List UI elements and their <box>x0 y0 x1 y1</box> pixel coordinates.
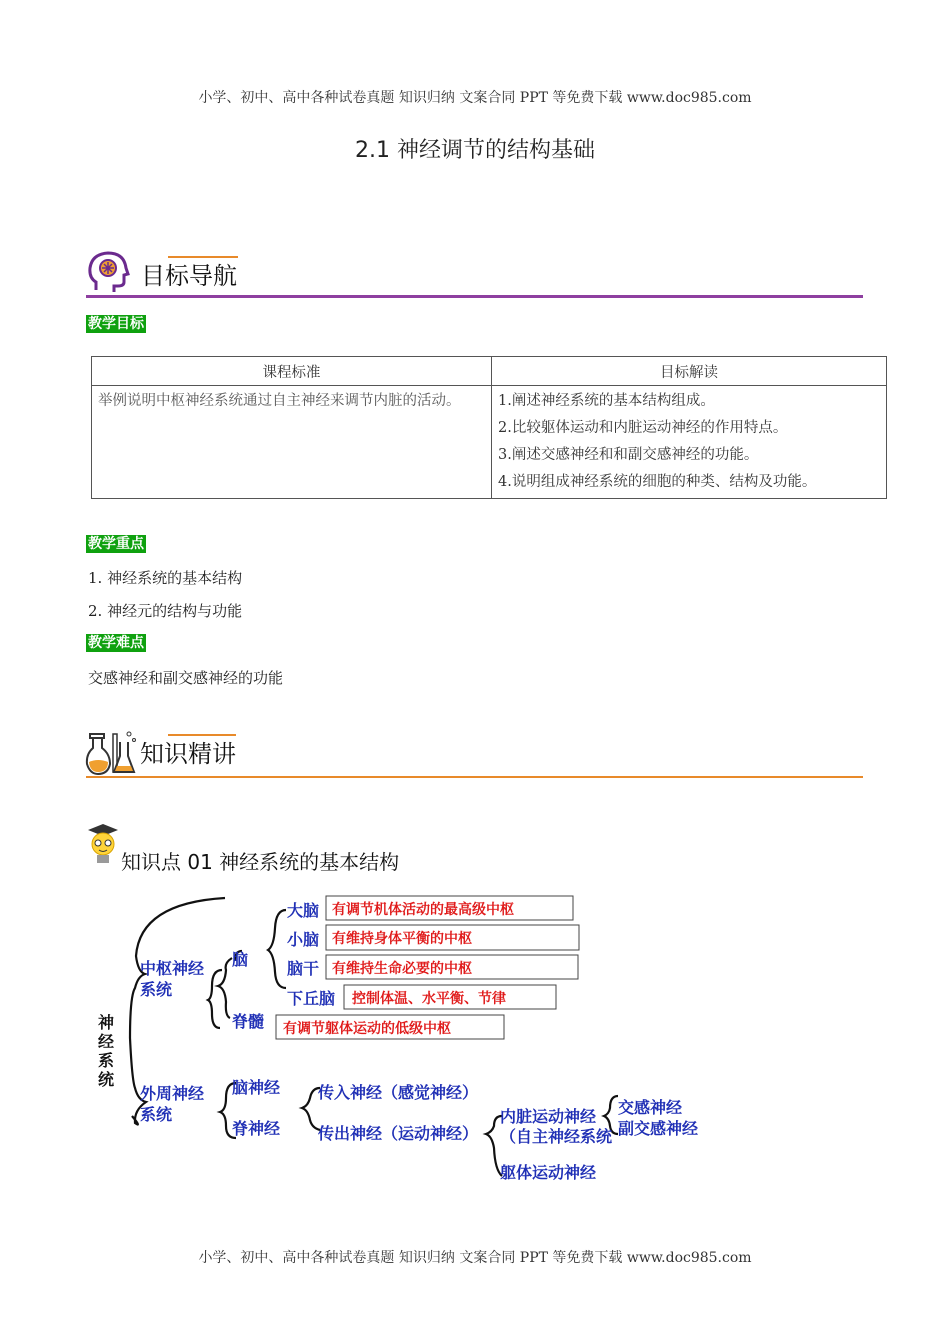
page-header: 小学、初中、高中各种试卷真题 知识归纳 文案合同 PPT 等免费下载 www.doc985.com <box>198 90 752 106</box>
goal-item: 4.说明组成神经系统的细胞的种类、结构及功能。 <box>498 474 817 490</box>
map-desc-spinal-cord: 有调节躯体运动的低级中枢 <box>283 1021 451 1037</box>
difficulty-text: 交感神经和副交感神经的功能 <box>88 669 284 687</box>
table-header-interpretation: 目标解读 <box>492 357 887 386</box>
brace <box>218 958 232 1018</box>
map-node-spinal-nerve: 脊神经 <box>232 1119 281 1138</box>
map-node-brain: 脑 <box>232 950 249 969</box>
goal-item: 1.阐述神经系统的基本结构组成。 <box>498 393 715 409</box>
map-node-sympathetic: 交感神经 <box>618 1098 683 1117</box>
section-title-knowledge: 知识精讲 <box>140 740 236 768</box>
map-node-cerebellum: 小脑 <box>287 930 320 949</box>
map-desc-cerebrum: 有调节机体活动的最高级中枢 <box>332 902 514 918</box>
page-footer: 小学、初中、高中各种试卷真题 知识归纳 文案合同 PPT 等免费下载 www.doc985.com <box>198 1250 752 1266</box>
brace <box>208 970 222 1028</box>
map-desc-cerebellum: 有维持身体平衡的中枢 <box>332 931 472 947</box>
brace <box>268 910 286 988</box>
tag-teaching-focus: 教学重点 <box>88 536 144 552</box>
nervous-system-mindmap <box>90 888 720 1188</box>
map-node-hypothalamus: 下丘脑 <box>287 989 336 1008</box>
knowledge-point-title: 知识点 01 神经系统的基本结构 <box>121 850 400 874</box>
page-title: 2.1 神经调节的结构基础 <box>355 138 595 163</box>
section-divider <box>86 295 863 298</box>
section-divider <box>86 776 863 778</box>
map-node-cerebrum: 大脑 <box>287 901 320 920</box>
map-node-parasympathetic: 副交感神经 <box>618 1119 699 1138</box>
brain-head-icon <box>86 250 130 296</box>
map-node-somatic: 躯体运动神经 <box>500 1163 597 1182</box>
lab-flask-icon <box>84 728 138 776</box>
map-node-cranial-nerve: 脑神经 <box>232 1078 281 1097</box>
goal-item: 2.比较躯体运动和内脏运动神经的作用特点。 <box>498 420 788 436</box>
tag-teaching-goals: 教学目标 <box>88 316 144 332</box>
table-cell-standard: 举例说明中枢神经系统通过自主神经来调节内脏的活动。 <box>92 386 492 499</box>
lightbulb-graduate-icon <box>86 822 120 866</box>
map-node-efferent: 传出神经（运动神经） <box>318 1124 479 1143</box>
map-node-brainstem: 脑干 <box>287 959 320 978</box>
map-node-peripheral: 外周神经系统 <box>140 1084 205 1124</box>
map-node-central: 中枢神经系统 <box>140 959 205 999</box>
map-desc-brainstem: 有维持生命必要的中枢 <box>332 961 472 977</box>
map-node-afferent: 传入神经（感觉神经） <box>318 1083 479 1102</box>
map-node-autonomic: （自主神经系统 <box>500 1127 613 1146</box>
table-header-standard: 课程标准 <box>92 357 492 386</box>
map-node-visceral: 内脏运动神经 <box>500 1107 597 1126</box>
goals-table <box>91 356 887 499</box>
map-node-spinal-cord: 脊髓 <box>232 1012 265 1031</box>
focus-item: 1. 神经系统的基本结构 <box>88 569 243 587</box>
tag-teaching-difficulty: 教学难点 <box>88 635 144 651</box>
section-title-goals: 目标导航 <box>141 262 237 290</box>
map-desc-hypothalamus: 控制体温、水平衡、节律 <box>352 991 506 1007</box>
goal-item: 3.阐述交感神经和和副交感神经的功能。 <box>498 447 759 463</box>
table-cell-goals <box>492 386 887 499</box>
map-node-root: 神经系统 <box>98 1013 115 1089</box>
focus-item: 2. 神经元的结构与功能 <box>88 602 243 620</box>
